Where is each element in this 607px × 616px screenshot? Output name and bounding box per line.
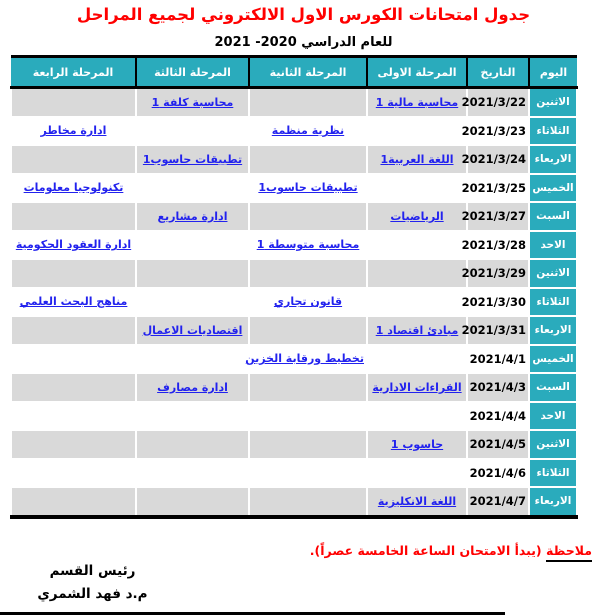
subject-link[interactable]: القراءات الادارية xyxy=(372,380,462,394)
stage1-cell xyxy=(367,345,467,374)
header-day: اليوم xyxy=(529,57,577,88)
date-cell: 2021/3/29 xyxy=(467,259,529,288)
day-cell: الثلاثاء xyxy=(529,288,577,317)
stage1-cell xyxy=(367,174,467,203)
subject-link[interactable]: تطبيقات حاسوب1 xyxy=(258,181,358,195)
subject-link[interactable]: تخطيط ورقابة الخزين xyxy=(245,352,364,366)
page-title: جدول امتحانات الكورس الاول الالكتروني لجميع المراحل xyxy=(76,5,531,24)
stage2-cell xyxy=(245,345,367,374)
subject-link[interactable]: نظرية منظمة xyxy=(271,124,345,138)
date-cell: 2021/3/24 xyxy=(467,145,529,174)
stage3-cell xyxy=(136,402,249,431)
stage4-cell xyxy=(11,345,136,374)
stage1-cell xyxy=(367,259,467,288)
day-cell: الاحد xyxy=(529,402,577,431)
subject-link[interactable]: محاسبة مالية 1 xyxy=(375,95,459,109)
table-row xyxy=(11,174,577,203)
stage3-cell xyxy=(136,259,249,288)
date-cell: 2021/3/28 xyxy=(467,231,529,260)
stage1-cell xyxy=(367,487,467,517)
stage1-cell xyxy=(367,316,467,345)
day-cell: الثلاثاء xyxy=(529,459,577,488)
subject-link[interactable]: مبادئ اقتصاد 1 xyxy=(375,323,459,337)
note-label: ملاحظة xyxy=(546,543,592,562)
stage3-cell xyxy=(136,88,249,117)
stage4-cell xyxy=(11,288,136,317)
stage1-cell xyxy=(367,202,467,231)
stage2-cell xyxy=(249,259,367,288)
stage3-cell xyxy=(136,145,249,174)
subject-link[interactable]: ادارة مشاريع xyxy=(157,209,228,223)
stage2-cell xyxy=(249,174,367,203)
day-cell: السبت xyxy=(529,373,577,402)
page-subtitle: للعام الدراسي 2020- 2021 xyxy=(214,35,393,50)
table-row xyxy=(11,345,577,374)
table-row xyxy=(11,430,577,459)
stage2-cell xyxy=(249,117,367,146)
date-cell: 2021/3/23 xyxy=(467,117,529,146)
stage2-cell xyxy=(249,145,367,174)
header-stage2: المرحلة الثانية xyxy=(249,57,367,88)
table-row xyxy=(11,259,577,288)
signature-name: م.د فهد الشمري xyxy=(37,586,148,602)
date-cell: 2021/4/3 xyxy=(467,373,529,402)
date-cell: 2021/3/27 xyxy=(467,202,529,231)
subject-link[interactable]: ادارة العقود الحكومية xyxy=(15,238,132,252)
date-cell: 2021/4/6 xyxy=(467,459,529,488)
stage4-cell xyxy=(11,487,136,517)
exam-note xyxy=(310,543,592,558)
date-cell: 2021/4/1 xyxy=(467,345,529,374)
day-cell: الاثنين xyxy=(529,259,577,288)
stage4-cell xyxy=(11,459,136,488)
stage1-cell xyxy=(367,459,467,488)
header-stage4: المرحلة الرابعة xyxy=(11,57,136,88)
stage1-cell xyxy=(367,145,467,174)
stage2-cell xyxy=(249,430,367,459)
subject-link[interactable]: محاسبة كلفة 1 xyxy=(151,95,234,109)
bottom-divider xyxy=(0,612,505,615)
day-cell: الاثنين xyxy=(529,88,577,117)
stage4-cell xyxy=(11,259,136,288)
table-row xyxy=(11,316,577,345)
table-row xyxy=(11,487,577,517)
stage3-cell xyxy=(136,288,249,317)
stage2-cell xyxy=(249,459,367,488)
stage4-cell xyxy=(11,231,136,260)
day-cell: الاربعاء xyxy=(529,145,577,174)
day-cell: السبت xyxy=(529,202,577,231)
stage1-cell xyxy=(367,117,467,146)
stage3-cell xyxy=(136,316,249,345)
day-cell: الاربعاء xyxy=(529,487,577,517)
exam-table-body xyxy=(11,88,577,517)
stage1-cell xyxy=(367,88,467,117)
stage4-cell xyxy=(11,117,136,146)
stage4-cell xyxy=(11,145,136,174)
stage3-cell xyxy=(136,202,249,231)
stage3-cell xyxy=(136,231,249,260)
subject-link[interactable]: اقتصاديات الاعمال xyxy=(142,323,243,337)
stage4-cell xyxy=(11,373,136,402)
stage2-cell xyxy=(249,487,367,517)
stage3-cell xyxy=(136,459,249,488)
stage2-cell xyxy=(249,202,367,231)
subject-link[interactable]: قانون تجاري xyxy=(273,295,343,309)
stage4-cell xyxy=(11,316,136,345)
stage2-cell xyxy=(249,373,367,402)
header-row xyxy=(11,57,577,88)
stage1-cell xyxy=(367,231,467,260)
signature-block xyxy=(20,563,165,602)
subject-link[interactable]: محاسبة متوسطة 1 xyxy=(256,238,360,252)
table-row xyxy=(11,402,577,431)
subject-link[interactable]: الرياضيات xyxy=(390,209,444,223)
table-row xyxy=(11,117,577,146)
signature-title: رئيس القسم xyxy=(49,563,136,579)
header-date: التاريخ xyxy=(467,57,529,88)
stage2-cell xyxy=(249,288,367,317)
day-cell: الخميس xyxy=(529,174,577,203)
stage3-cell xyxy=(136,117,249,146)
date-cell: 2021/3/22 xyxy=(467,88,529,117)
subject-link[interactable]: اللغة العربية1 xyxy=(380,152,454,166)
stage2-cell xyxy=(249,231,367,260)
stage3-cell xyxy=(136,487,249,517)
stage4-cell xyxy=(11,402,136,431)
day-cell: الاربعاء xyxy=(529,316,577,345)
day-cell: الخميس xyxy=(529,345,577,374)
day-cell: الثلاثاء xyxy=(529,117,577,146)
stage2-cell xyxy=(249,316,367,345)
stage3-cell xyxy=(136,345,249,374)
table-row xyxy=(11,459,577,488)
day-cell: الاثنين xyxy=(529,430,577,459)
table-row xyxy=(11,288,577,317)
stage3-cell xyxy=(136,373,249,402)
subject-link[interactable]: مناهج البحث العلمي xyxy=(19,295,128,309)
date-cell: 2021/4/5 xyxy=(467,430,529,459)
date-cell: 2021/3/30 xyxy=(467,288,529,317)
stage4-cell xyxy=(11,174,136,203)
stage4-cell xyxy=(11,430,136,459)
stage3-cell xyxy=(136,430,249,459)
stage1-cell xyxy=(367,430,467,459)
subject-link[interactable]: حاسوب 1 xyxy=(390,437,444,451)
stage3-cell xyxy=(136,174,249,203)
header-stage1: المرحلة الاولى xyxy=(367,57,467,88)
subject-link[interactable]: ادارة مخاطر xyxy=(40,124,107,138)
stage1-cell xyxy=(367,373,467,402)
day-cell: الاحد xyxy=(529,231,577,260)
table-row xyxy=(11,145,577,174)
stage4-cell xyxy=(11,202,136,231)
subject-link[interactable]: ادارة مصارف xyxy=(157,380,228,394)
stage1-cell xyxy=(367,288,467,317)
date-cell: 2021/3/31 xyxy=(467,316,529,345)
date-cell: 2021/4/4 xyxy=(467,402,529,431)
subject-link[interactable]: اللغة الانكليزية xyxy=(377,494,457,508)
table-row xyxy=(11,88,577,117)
table-row xyxy=(11,202,577,231)
header-stage3: المرحلة الثالثة xyxy=(136,57,249,88)
date-cell: 2021/3/25 xyxy=(467,174,529,203)
subject-link[interactable]: تكنولوجيا معلومات xyxy=(23,181,124,195)
stage4-cell xyxy=(11,88,136,117)
exam-schedule-table xyxy=(10,55,578,519)
table-row xyxy=(11,231,577,260)
subject-link[interactable]: تطبيقات حاسوب1 xyxy=(142,152,243,166)
stage2-cell xyxy=(249,402,367,431)
date-cell: 2021/4/7 xyxy=(467,487,529,517)
stage2-cell xyxy=(249,88,367,117)
table-row xyxy=(11,373,577,402)
stage1-cell xyxy=(367,402,467,431)
note-text: (يبدأ الامتحان الساعة الخامسة عصراً). xyxy=(309,543,542,558)
